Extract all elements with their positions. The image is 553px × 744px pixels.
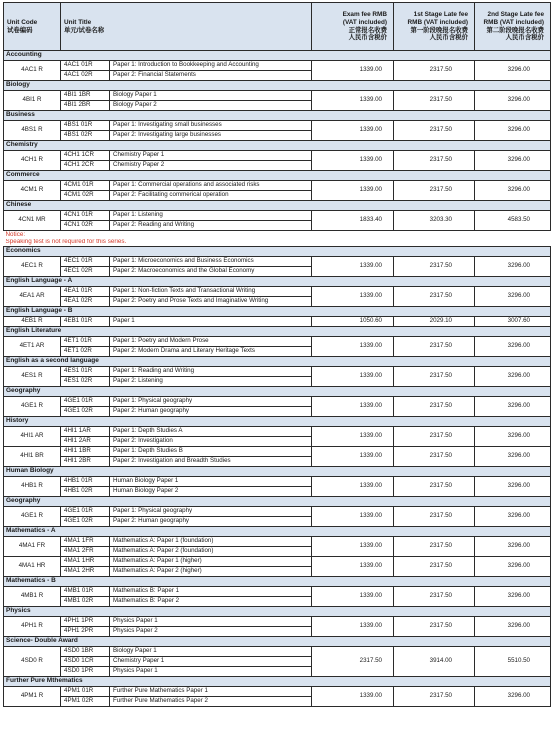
exam-fee-cell: 1339.00: [312, 507, 394, 527]
table-row: [4, 587, 551, 597]
first-late-fee-cell: 2317.50: [394, 557, 475, 577]
section-header-row: [4, 677, 551, 687]
exam-fee-cell: 1339.00: [312, 557, 394, 577]
paper-code-cell: 4HI1 2BR: [61, 457, 110, 467]
paper-title-cell: Paper 1: Physical geography: [110, 397, 312, 407]
first-late-fee-cell: 2317.50: [394, 121, 475, 141]
second-late-fee-cell: 3296.00: [475, 367, 551, 387]
section-header-row: [4, 467, 551, 477]
paper-title-cell: Chemistry Paper 1: [110, 151, 312, 161]
paper-title-cell: Paper 1: Non-fiction Texts and Transactional Writing: [110, 287, 312, 297]
paper-code-cell: 4HI1 2AR: [61, 437, 110, 447]
header-first-stage-late-fee: 1st Stage Late fee RMB (VAT included) 第一阶段晚报名收费 人民币含税价: [394, 3, 475, 51]
second-late-fee-cell: 3296.00: [475, 557, 551, 577]
paper-code-cell: 4AC1 01R: [61, 61, 110, 71]
second-late-fee-cell: 4583.50: [475, 211, 551, 231]
first-late-fee-cell: 3914.00: [394, 647, 475, 677]
header-row: [4, 3, 551, 51]
section-title: Geography: [4, 387, 551, 397]
paper-code-cell: 4AC1 02R: [61, 71, 110, 81]
paper-title-cell: Further Pure Mathematics Paper 2: [110, 697, 312, 707]
paper-code-cell: 4CN1 02R: [61, 221, 110, 231]
section-title: Business: [4, 111, 551, 121]
paper-title-cell: Human Biology Paper 2: [110, 487, 312, 497]
unit-code-cell: 4PM1 R: [4, 687, 61, 707]
second-late-fee-cell: 3296.00: [475, 507, 551, 527]
paper-code-cell: 4BI1 2BR: [61, 101, 110, 111]
paper-code-cell: 4MB1 01R: [61, 587, 110, 597]
second-late-fee-cell: 3296.00: [475, 121, 551, 141]
exam-fee-cell: 1339.00: [312, 537, 394, 557]
paper-title-cell: Paper 2: Investigation: [110, 437, 312, 447]
paper-title-cell: Mathematics B: Paper 2: [110, 597, 312, 607]
paper-title-cell: Biology Paper 2: [110, 101, 312, 111]
paper-title-cell: Mathematics B: Paper 1: [110, 587, 312, 597]
first-late-fee-cell: 2317.50: [394, 427, 475, 447]
paper-code-cell: 4PH1 2PR: [61, 627, 110, 637]
paper-code-cell: 4BS1 01R: [61, 121, 110, 131]
second-late-fee-cell: 3296.00: [475, 151, 551, 171]
section-header-row: [4, 247, 551, 257]
section-title: Accounting: [4, 51, 551, 61]
exam-fee-cell: 1339.00: [312, 477, 394, 497]
unit-code-cell: 4ES1 R: [4, 367, 61, 387]
first-late-fee-cell: 3203.30: [394, 211, 475, 231]
header-exam-fee: Exam fee RMB (VAT included) 正常报名收费 人民币含税价: [312, 3, 394, 51]
paper-code-cell: 4CM1 02R: [61, 191, 110, 201]
paper-code-cell: 4BI1 1BR: [61, 91, 110, 101]
first-late-fee-cell: 2029.10: [394, 317, 475, 327]
paper-title-cell: Paper 1: Investigating small businesses: [110, 121, 312, 131]
paper-code-cell: 4SD0 1BR: [61, 647, 110, 657]
paper-title-cell: Biology Paper 1: [110, 647, 312, 657]
paper-code-cell: 4CM1 01R: [61, 181, 110, 191]
table-row: [4, 61, 551, 71]
first-late-fee-cell: 2317.50: [394, 617, 475, 637]
paper-title-cell: Paper 2: Financial Statements: [110, 71, 312, 81]
exam-fee-cell: 1339.00: [312, 121, 394, 141]
paper-title-cell: Paper 1: Depth Studies B: [110, 447, 312, 457]
unit-code-cell: 4AC1 R: [4, 61, 61, 81]
first-late-fee-cell: 2317.50: [394, 287, 475, 307]
second-late-fee-cell: 3296.00: [475, 91, 551, 111]
paper-title-cell: Physics Paper 1: [110, 617, 312, 627]
section-header-row: [4, 387, 551, 397]
table-row: [4, 211, 551, 221]
paper-code-cell: 4ET1 01R: [61, 337, 110, 347]
second-late-fee-cell: 3296.00: [475, 587, 551, 607]
section-header-row: [4, 637, 551, 647]
section-header-row: [4, 417, 551, 427]
paper-title-cell: Chemistry Paper 1: [110, 657, 312, 667]
table-row: [4, 121, 551, 131]
paper-title-cell: Paper 2: Investigating large businesses: [110, 131, 312, 141]
paper-title-cell: Paper 1: [110, 317, 312, 327]
section-header-row: [4, 277, 551, 287]
section-title: English Language - A: [4, 277, 551, 287]
paper-title-cell: Paper 1: Physical geography: [110, 507, 312, 517]
paper-code-cell: 4MA1 1HR: [61, 557, 110, 567]
table-row: [4, 477, 551, 487]
paper-code-cell: 4EC1 02R: [61, 267, 110, 277]
second-late-fee-cell: 5510.50: [475, 647, 551, 677]
unit-code-cell: 4BS1 R: [4, 121, 61, 141]
exam-fee-cell: 1339.00: [312, 427, 394, 447]
second-late-fee-cell: 3296.00: [475, 477, 551, 497]
header-unit-title: Unit Title 单元/试卷名称: [61, 3, 312, 51]
paper-code-cell: 4CH1 2CR: [61, 161, 110, 171]
paper-code-cell: 4MB1 02R: [61, 597, 110, 607]
table-row: [4, 687, 551, 697]
section-header-row: [4, 357, 551, 367]
section-title: Physics: [4, 607, 551, 617]
unit-code-cell: 4CM1 R: [4, 181, 61, 201]
paper-title-cell: Paper 2: Reading and Writing: [110, 221, 312, 231]
notice-text: Notice:: [5, 230, 26, 238]
unit-code-cell: 4HB1 R: [4, 477, 61, 497]
paper-code-cell: 4CH1 1CR: [61, 151, 110, 161]
paper-code-cell: 4HI1 1AR: [61, 427, 110, 437]
second-late-fee-cell: 3296.00: [475, 257, 551, 277]
unit-code-cell: 4CN1 MR: [4, 211, 61, 231]
table-row: [4, 91, 551, 101]
paper-code-cell: 4HB1 02R: [61, 487, 110, 497]
unit-code-cell: 4MA1 HR: [4, 557, 61, 577]
table-row: [4, 537, 551, 547]
section-header-row: [4, 201, 551, 211]
fee-table: [3, 2, 551, 707]
exam-fee-cell: 1339.00: [312, 587, 394, 607]
section-title: Chemistry: [4, 141, 551, 151]
section-header-row: [4, 171, 551, 181]
unit-code-cell: 4ET1 AR: [4, 337, 61, 357]
paper-title-cell: Paper 2: Human geography: [110, 517, 312, 527]
paper-code-cell: 4GE1 01R: [61, 507, 110, 517]
exam-fee-cell: 1339.00: [312, 91, 394, 111]
table-row: [4, 181, 551, 191]
second-late-fee-cell: 3296.00: [475, 181, 551, 201]
section-title: Commerce: [4, 171, 551, 181]
first-late-fee-cell: 2317.50: [394, 537, 475, 557]
exam-fee-cell: 1339.00: [312, 257, 394, 277]
unit-code-cell: 4BI1 R: [4, 91, 61, 111]
paper-code-cell: 4ES1 02R: [61, 377, 110, 387]
paper-code-cell: 4MA1 1FR: [61, 537, 110, 547]
paper-title-cell: Physics Paper 1: [110, 667, 312, 677]
paper-title-cell: Paper 2: Facilitating commerical operation: [110, 191, 312, 201]
table-row: [4, 367, 551, 377]
paper-title-cell: Paper 1: Poetry and Modern Prose: [110, 337, 312, 347]
section-header-row: [4, 607, 551, 617]
unit-code-cell: 4EA1 AR: [4, 287, 61, 307]
paper-title-cell: Chemistry Paper 2: [110, 161, 312, 171]
paper-title-cell: Paper 1: Listening: [110, 211, 312, 221]
first-late-fee-cell: 2317.50: [394, 61, 475, 81]
paper-title-cell: Mathematics A: Paper 1 (foundation): [110, 537, 312, 547]
paper-title-cell: Further Pure Mathematics Paper 1: [110, 687, 312, 697]
header-second-stage-late-fee: 2nd Stage Late fee RMB (VAT included) 第二阶段晚报名收费 人民币含税价: [475, 3, 551, 51]
exam-fee-cell: 1339.00: [312, 617, 394, 637]
section-title: English as a second language: [4, 357, 551, 367]
paper-code-cell: 4CN1 01R: [61, 211, 110, 221]
paper-title-cell: Biology Paper 1: [110, 91, 312, 101]
unit-code-cell: 4HI1 BR: [4, 447, 61, 467]
paper-title-cell: Mathematics A: Paper 2 (foundation): [110, 547, 312, 557]
paper-title-cell: Paper 2: Poetry and Prose Texts and Imaginative Writing: [110, 297, 312, 307]
header-unit-code: Unit Code 试卷编码: [4, 3, 61, 51]
first-late-fee-cell: 2317.50: [394, 257, 475, 277]
section-title: History: [4, 417, 551, 427]
exam-fee-cell: 1339.00: [312, 687, 394, 707]
paper-code-cell: 4ES1 01R: [61, 367, 110, 377]
paper-code-cell: 4EA1 01R: [61, 287, 110, 297]
paper-title-cell: Paper 1: Microeconomics and Business Economics: [110, 257, 312, 267]
section-header-row: [4, 497, 551, 507]
paper-code-cell: 4MA1 2HR: [61, 567, 110, 577]
first-late-fee-cell: 2317.50: [394, 91, 475, 111]
paper-code-cell: 4GE1 02R: [61, 517, 110, 527]
section-title: Economics: [4, 247, 551, 257]
paper-title-cell: Mathematics A: Paper 1 (higher): [110, 557, 312, 567]
unit-code-cell: 4GE1 R: [4, 397, 61, 417]
section-title: Mathematics - B: [4, 577, 551, 587]
paper-code-cell: 4PM1 01R: [61, 687, 110, 697]
section-title: Further Pure Mthematics: [4, 677, 551, 687]
exam-fee-cell: 1833.40: [312, 211, 394, 231]
paper-title-cell: Paper 1: Introduction to Bookkeeping and Accounting: [110, 61, 312, 71]
paper-code-cell: 4ET1 02R: [61, 347, 110, 357]
table-row: [4, 447, 551, 457]
paper-code-cell: 4GE1 02R: [61, 407, 110, 417]
exam-fee-cell: 1339.00: [312, 447, 394, 467]
paper-code-cell: 4HI1 1BR: [61, 447, 110, 457]
unit-code-cell: 4HI1 AR: [4, 427, 61, 447]
fee-table-sheet: [3, 2, 550, 707]
section-header-row: [4, 111, 551, 121]
paper-code-cell: 4EA1 02R: [61, 297, 110, 307]
paper-code-cell: 4HB1 01R: [61, 477, 110, 487]
second-late-fee-cell: 3296.00: [475, 617, 551, 637]
paper-title-cell: Physics Paper 2: [110, 627, 312, 637]
paper-code-cell: 4PH1 1PR: [61, 617, 110, 627]
exam-fee-cell: 2317.50: [312, 647, 394, 677]
paper-title-cell: Paper 2: Modern Drama and Literary Heritage Texts: [110, 347, 312, 357]
unit-code-cell: 4CH1 R: [4, 151, 61, 171]
table-row: [4, 317, 551, 327]
section-title: English Literature: [4, 327, 551, 337]
paper-title-cell: Paper 1: Depth Studies A: [110, 427, 312, 437]
exam-fee-cell: 1339.00: [312, 397, 394, 417]
notice-text: Speaking test is not required for this series.: [5, 238, 127, 246]
table-row: [4, 617, 551, 627]
unit-code-cell: 4EC1 R: [4, 257, 61, 277]
exam-fee-cell: 1339.00: [312, 181, 394, 201]
second-late-fee-cell: 3296.00: [475, 337, 551, 357]
paper-code-cell: 4GE1 01R: [61, 397, 110, 407]
section-title: Science- Double Award: [4, 637, 551, 647]
second-late-fee-cell: 3296.00: [475, 537, 551, 557]
notice-row: [4, 239, 551, 247]
table-row: [4, 647, 551, 657]
second-late-fee-cell: 3296.00: [475, 687, 551, 707]
paper-title-cell: Paper 1: Reading and Writing: [110, 367, 312, 377]
unit-code-cell: 4MB1 R: [4, 587, 61, 607]
first-late-fee-cell: 2317.50: [394, 687, 475, 707]
paper-code-cell: 4SD0 1PR: [61, 667, 110, 677]
first-late-fee-cell: 2317.50: [394, 507, 475, 527]
unit-code-cell: 4PH1 R: [4, 617, 61, 637]
paper-title-cell: Paper 2: Macroeconomics and the Global Economy: [110, 267, 312, 277]
first-late-fee-cell: 2317.50: [394, 397, 475, 417]
second-late-fee-cell: 3296.00: [475, 447, 551, 467]
paper-code-cell: 4SD0 1CR: [61, 657, 110, 667]
exam-fee-cell: 1339.00: [312, 287, 394, 307]
table-row: [4, 557, 551, 567]
exam-fee-cell: 1339.00: [312, 367, 394, 387]
table-row: [4, 337, 551, 347]
second-late-fee-cell: 3007.60: [475, 317, 551, 327]
section-title: Biology: [4, 81, 551, 91]
first-late-fee-cell: 2317.50: [394, 337, 475, 357]
first-late-fee-cell: 2317.50: [394, 477, 475, 497]
exam-fee-cell: 1339.00: [312, 61, 394, 81]
unit-code-cell: 4GE1 R: [4, 507, 61, 527]
second-late-fee-cell: 3296.00: [475, 61, 551, 81]
table-row: [4, 427, 551, 437]
first-late-fee-cell: 2317.50: [394, 447, 475, 467]
exam-fee-cell: 1339.00: [312, 151, 394, 171]
table-row: [4, 507, 551, 517]
section-title: Mathematics - A: [4, 527, 551, 537]
paper-code-cell: 4EC1 01R: [61, 257, 110, 267]
first-late-fee-cell: 2317.50: [394, 181, 475, 201]
section-header-row: [4, 81, 551, 91]
fee-table-body: [4, 51, 551, 707]
table-row: [4, 397, 551, 407]
first-late-fee-cell: 2317.50: [394, 367, 475, 387]
first-late-fee-cell: 2317.50: [394, 587, 475, 607]
paper-title-cell: Human Biology Paper 1: [110, 477, 312, 487]
section-title: Geography: [4, 497, 551, 507]
section-header-row: [4, 327, 551, 337]
second-late-fee-cell: 3296.00: [475, 427, 551, 447]
unit-code-cell: 4MA1 FR: [4, 537, 61, 557]
second-late-fee-cell: 3296.00: [475, 397, 551, 417]
first-late-fee-cell: 2317.50: [394, 151, 475, 171]
paper-code-cell: 4BS1 02R: [61, 131, 110, 141]
paper-title-cell: Paper 1: Commercial operations and associated risks: [110, 181, 312, 191]
section-header-row: [4, 577, 551, 587]
table-row: [4, 257, 551, 267]
paper-title-cell: Paper 2: Listening: [110, 377, 312, 387]
exam-fee-cell: 1339.00: [312, 337, 394, 357]
section-title: Chinese: [4, 201, 551, 211]
paper-title-cell: Paper 2: Investigation and Breadth Studies: [110, 457, 312, 467]
section-title: English Language - B: [4, 307, 551, 317]
unit-code-cell: 4SD0 R: [4, 647, 61, 677]
notice-row: [4, 231, 551, 239]
paper-code-cell: 4PM1 02R: [61, 697, 110, 707]
section-header-row: [4, 51, 551, 61]
paper-code-cell: 4EB1 01R: [61, 317, 110, 327]
unit-code-cell: 4EB1 R: [4, 317, 61, 327]
section-header-row: [4, 527, 551, 537]
second-late-fee-cell: 3296.00: [475, 287, 551, 307]
table-row: [4, 287, 551, 297]
table-row: [4, 151, 551, 161]
exam-fee-cell: 1050.60: [312, 317, 394, 327]
paper-title-cell: Mathematics A: Paper 2 (higher): [110, 567, 312, 577]
paper-code-cell: 4MA1 2FR: [61, 547, 110, 557]
paper-title-cell: Paper 2: Human geography: [110, 407, 312, 417]
section-header-row: [4, 141, 551, 151]
section-title: Human Biology: [4, 467, 551, 477]
section-header-row: [4, 307, 551, 317]
